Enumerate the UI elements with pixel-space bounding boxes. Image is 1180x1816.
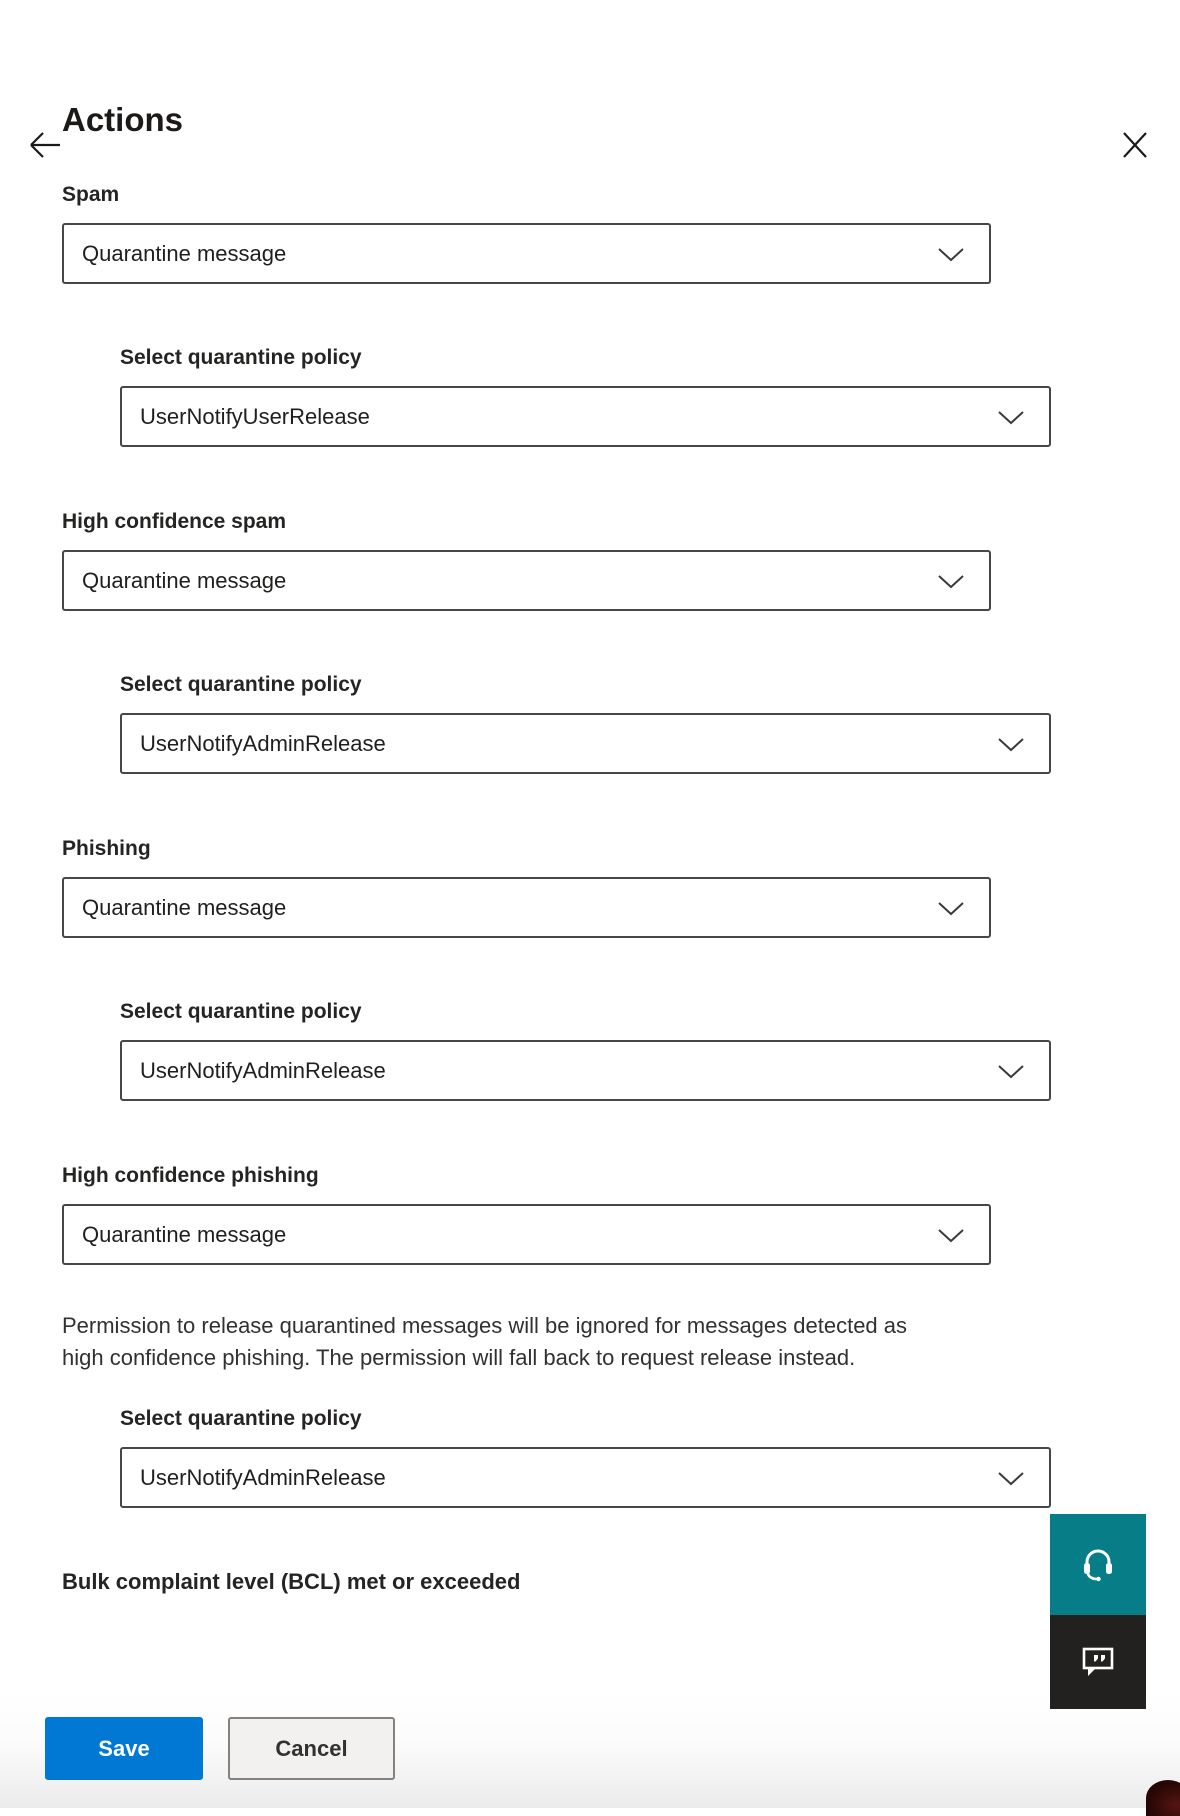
phishing-label: Phishing	[62, 837, 151, 860]
phishing-action-value: Quarantine message	[82, 894, 287, 920]
phishing-policy-value: UserNotifyAdminRelease	[140, 1057, 386, 1083]
actions-panel	[0, 98, 1180, 1597]
chevron-down-icon	[937, 900, 965, 916]
high-confidence-phishing-policy-value: UserNotifyAdminRelease	[140, 1464, 386, 1490]
spam-policy-label: Select quarantine policy	[120, 346, 362, 369]
high-confidence-phishing-label: High confidence phishing	[62, 1164, 319, 1187]
chevron-down-icon	[937, 1227, 965, 1243]
high-confidence-phishing-action-value: Quarantine message	[82, 1221, 287, 1247]
high-confidence-spam-label: High confidence spam	[62, 510, 287, 533]
high-confidence-spam-action-value: Quarantine message	[82, 567, 287, 593]
chevron-down-icon	[997, 1063, 1025, 1079]
bulk-complaint-level-label: Bulk complaint level (BCL) met or exceeded	[62, 1569, 521, 1594]
feedback-button[interactable]	[1050, 1615, 1146, 1709]
phishing-policy-label: Select quarantine policy	[120, 1000, 362, 1023]
high-confidence-phishing-policy-dropdown[interactable]	[120, 1447, 1051, 1508]
note-line: Permission to release quarantined messages will be ignored for messages detected as	[62, 1313, 908, 1338]
high-confidence-spam-action-dropdown[interactable]	[62, 550, 991, 611]
note-line: high confidence phishing. The permission will fall back to request release instead.	[62, 1345, 856, 1370]
phishing-policy-dropdown[interactable]	[120, 1040, 1051, 1101]
high-confidence-spam-policy-dropdown[interactable]	[120, 713, 1051, 774]
chevron-down-icon	[937, 573, 965, 589]
support-widget	[1050, 1514, 1146, 1709]
spam-action-value: Quarantine message	[82, 240, 287, 266]
spam-action-dropdown[interactable]	[62, 223, 991, 284]
spam-policy-dropdown[interactable]	[120, 386, 1051, 447]
chevron-down-icon	[937, 246, 965, 262]
high-confidence-phishing-policy-label: Select quarantine policy	[120, 1407, 362, 1430]
spam-policy-value: UserNotifyUserRelease	[140, 403, 370, 429]
save-button[interactable]: Save	[45, 1717, 203, 1780]
feedback-chat-icon	[1077, 1640, 1119, 1685]
high-confidence-spam-policy-label: Select quarantine policy	[120, 673, 362, 696]
high-confidence-phishing-action-dropdown[interactable]	[62, 1204, 991, 1265]
chevron-down-icon	[997, 409, 1025, 425]
page-title: Actions	[62, 101, 184, 138]
chevron-down-icon	[997, 736, 1025, 752]
headset-icon	[1076, 1541, 1120, 1588]
chevron-down-icon	[997, 1470, 1025, 1486]
phishing-action-dropdown[interactable]	[62, 877, 991, 938]
spam-label: Spam	[62, 183, 120, 206]
help-button[interactable]	[1050, 1514, 1146, 1615]
high-confidence-phishing-note	[62, 1310, 1082, 1374]
background-corner-artifact	[1146, 1780, 1180, 1816]
cancel-button[interactable]: Cancel	[228, 1717, 395, 1780]
footer-bar	[0, 1692, 1180, 1808]
high-confidence-spam-policy-value: UserNotifyAdminRelease	[140, 730, 386, 756]
